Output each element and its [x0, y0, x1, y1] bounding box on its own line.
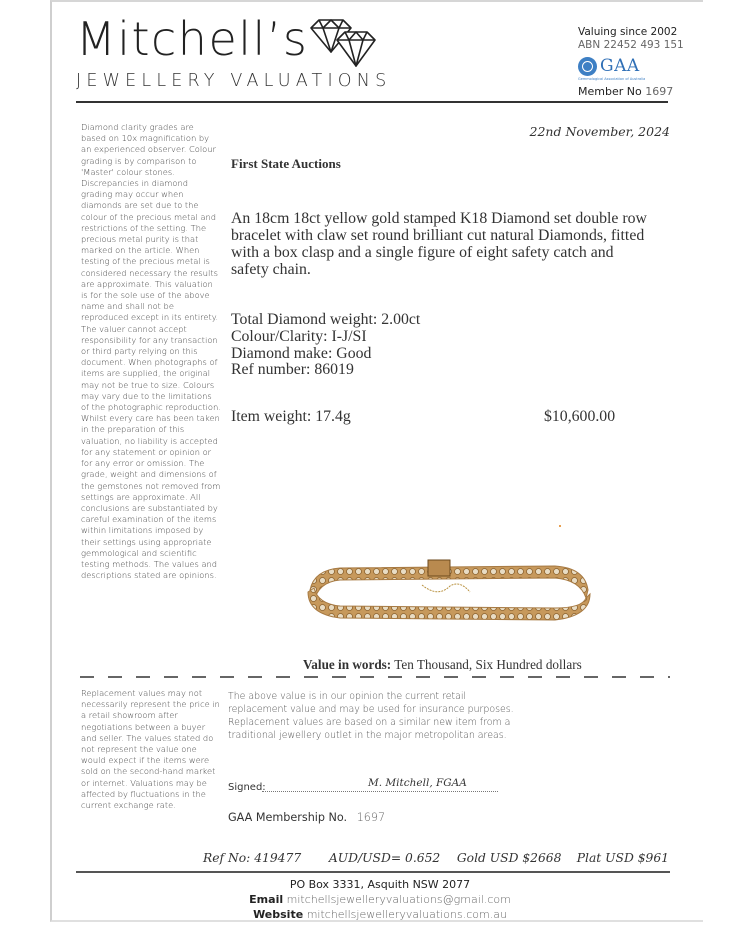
header-credentials	[578, 26, 698, 98]
detail-diamond-make: Diamond make: Good	[231, 344, 372, 362]
reference-rates-bar	[203, 851, 673, 865]
client-name: First State Auctions	[231, 156, 341, 171]
item-weight: Item weight: 17.4g	[231, 408, 351, 425]
postal-address: PO Box 3331, Asquith NSW 2077	[289, 878, 471, 891]
footer-contact	[200, 877, 560, 922]
retail-replacement-statement: The above value is in our opinion the current retail replacement value and may be used for insurance purposes. Replacement values are based on a similar new item from a traditional jewellery outlet in the major metropolitan areas.	[228, 691, 514, 741]
ref-number: Ref No: 419477	[203, 851, 302, 865]
header-divider	[76, 101, 668, 103]
membership-number: 1697	[356, 811, 386, 824]
value-in-words	[303, 657, 582, 673]
gaa-logo-text: GAA	[600, 56, 640, 76]
item-description: An 18cm 18ct yellow gold stamped K18 Diamond set double row bracelet with claw set round brilliant cut natural Diamonds, fitted with a box clasp and a single figure of eight safety catch and safety chain.	[231, 210, 647, 278]
footer-divider	[76, 871, 670, 873]
member-number-value: 1697	[645, 85, 674, 98]
disclaimer-bottom: Replacement values may not necessarily represent the price in a retail showroom after negotiations between a buyer and seller. The values stated do not represent the value one would expect if the items were sold on the second-hand market or internet. Valuations may be affected by fluctuations in the current exchange rate.	[81, 688, 220, 811]
gaa-logo	[578, 56, 698, 76]
signer-name: M. Mitchell, FGAA	[368, 777, 467, 789]
speck	[559, 525, 561, 527]
detail-diamond-weight: Total Diamond weight: 2.00ct	[231, 311, 421, 328]
valuation-date: 22nd November, 2024	[529, 124, 670, 139]
member-label: Member No	[578, 85, 642, 98]
value-in-words-text: Ten Thousand, Six Hundred dollars	[394, 657, 582, 672]
valuing-since: Valuing since 2002	[578, 26, 678, 38]
email-label: Email	[249, 893, 284, 906]
gold-price: Gold USD $2668	[456, 851, 562, 865]
aud-usd-rate: AUD/USD= 0.652	[328, 851, 441, 865]
signature-dotted-line	[262, 791, 498, 792]
website-link[interactable]: mitchellsjewelleryvaluations.com.au	[306, 908, 507, 921]
item-value: $10,600.00	[544, 408, 616, 425]
diamond-pair-icon	[305, 18, 377, 70]
value-in-words-label: Value in words:	[303, 657, 392, 672]
dashed-divider	[80, 676, 670, 678]
detail-colour-clarity: Colour/Clarity: I-J/SI	[231, 327, 367, 345]
gaa-tagline: Gemmological Association of Australia	[578, 77, 646, 81]
gaa-membership	[228, 811, 385, 824]
platinum-price: Plat USD $961	[576, 851, 670, 865]
member-number	[578, 85, 698, 98]
membership-label: GAA Membership No.	[228, 811, 348, 824]
website-line	[200, 907, 560, 922]
brand-subtitle: JEWELLERY VALUATIONS	[76, 71, 392, 91]
email-link[interactable]: mitchellsjewelleryvaluations@gmail.com	[286, 893, 511, 906]
item-details	[231, 312, 420, 379]
signature-line	[228, 778, 498, 792]
website-label: Website	[253, 908, 304, 921]
bracelet-photo	[300, 540, 595, 625]
brand-name: Mitchell’s	[76, 12, 309, 66]
abn-number: ABN 22452 493 151	[578, 39, 684, 51]
detail-ref-number: Ref number: 86019	[231, 361, 354, 379]
email-line	[200, 892, 560, 907]
signed-label: Signed:	[228, 782, 266, 793]
disclaimer-top: Diamond clarity grades are based on 10x magnification by an experienced observer. Colour grading is by comparison to 'Master' colour stones. Discrepancies in diamond grading may occur when diamonds are set due to the colour of the precious metal and restrictions of the setting. The precious metal purity is that marked on the article. When testing of the precious metal is considered necessary the results are approximate. This valuation is for the sole use of the above name and shall not be reproduced except in its entirety. The valuer cannot accept responsibility for any transaction or third party relying on this document. When photographs of items are supplied, the original may not be true to size. Colours may vary due to the limitations of the photographic reproduction. Whilst every care has been taken in the preparation of this valuation, no liability is accepted for any statement or opinion or for any error or omission. The grade, weight and dimensions of the gemstones not removed from settings are approximate. All conclusions are substantiated by careful examination of the items within limitations imposed by their settings using appropriate gemmological and scientific testing methods. The values and descriptions stated are opinions.	[81, 122, 221, 581]
gaa-emblem-icon	[578, 57, 597, 76]
